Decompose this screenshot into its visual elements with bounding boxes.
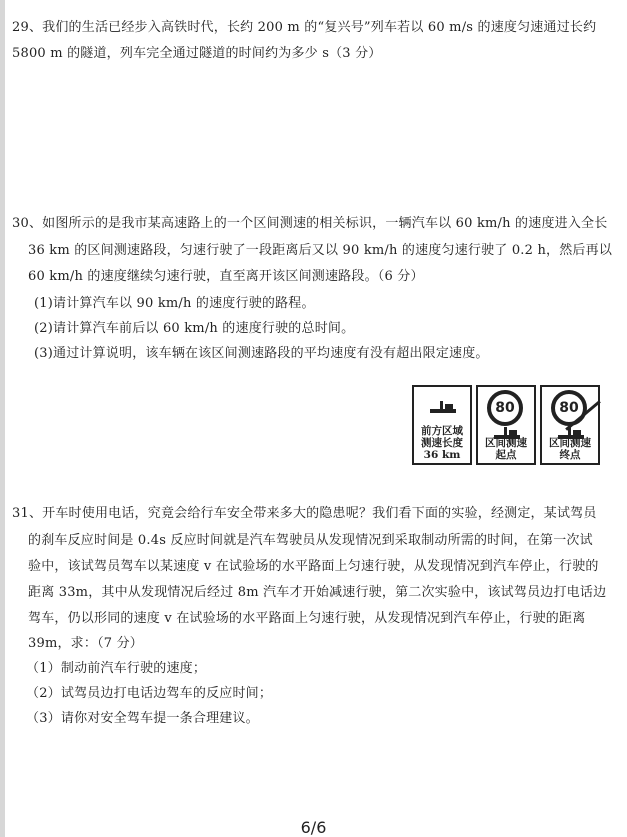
- q31-line-3: 验中，该试驾员驾车以某速度 v 在试验场的水平路面上匀速行驶，从发现情况到汽车停止，行驶的: [28, 559, 599, 574]
- page-number: 6/6: [300, 818, 327, 837]
- q30-line-1: 30、如图所示的是我市某高速路上的一个区间测速的相关标识，一辆汽车以 60 km/h 的速度进入全长: [12, 216, 608, 231]
- q29-line-1: 29、我们的生活已经步入高铁时代，长约 200 m 的“复兴号”列车若以 60 m/s 的速度匀速通过长约: [12, 20, 597, 35]
- q30-line-2: 36 km 的区间测速路段，匀速行驶了一段距离后又以 90 km/h 的速度匀速行驶了 0.2 h，然后再以: [28, 243, 613, 258]
- speed-limit-value-end: 80: [559, 400, 579, 416]
- q31-line-5: 驾车，仍以形同的速度 v 在试验场的水平路面上匀速行驶，从发现情况到汽车停止，行驶的距离: [28, 611, 586, 626]
- sign-zone-length-text: 前方区域 测速长度 36 km: [421, 425, 463, 461]
- q31-sub-2: （2）试驾员边打电话边驾车的反应时间；: [26, 686, 273, 701]
- q29-line-2: 5800 m 的隧道，列车完全通过隧道的时间约为多少 s（3 分）: [12, 46, 382, 61]
- q30-sub-2: (2)请计算汽车前后以 60 km/h 的速度行驶的总时间。: [34, 321, 355, 336]
- sign-zone-end: [540, 385, 600, 465]
- q31-line-1: 31、开车时使用电话，究竟会给行车安全带来多大的隐患呢？我们看下面的实验，经测定，某试驾员: [12, 506, 597, 521]
- camera-icon: [428, 401, 458, 417]
- sign-zone-end-text: 区间测速 终点: [549, 437, 591, 461]
- q30-sub-1: (1)请计算汽车以 90 km/h 的速度行驶的路程。: [34, 296, 315, 311]
- speed-limit-value: 80: [495, 400, 515, 416]
- sign-zone-start-text: 区间测速 起点: [485, 437, 527, 461]
- q30-line-3: 60 km/h 的速度继续匀速行驶，直至离开该区间测速路段。（6 分）: [28, 269, 424, 284]
- q31-sub-1: （1）制动前汽车行驶的速度；: [26, 661, 207, 676]
- q31-line-4: 距离 33m，其中从发现情况后经过 8m 汽车才开始减速行驶，第二次实验中，该试驾员边打电话边: [28, 585, 607, 600]
- sign-zone-start: [476, 385, 536, 465]
- scan-left-edge: [0, 0, 5, 837]
- sign-zone-length: [412, 385, 472, 465]
- speed-signs-figure: [412, 385, 600, 467]
- speed-limit-circle: [487, 390, 523, 426]
- q31-line-6: 39m，求：（7 分）: [28, 636, 143, 651]
- q31-sub-3: （3）请你对安全驾车提一条合理建议。: [26, 711, 259, 726]
- speed-limit-circle-end: [551, 390, 587, 426]
- q31-line-2: 的刹车反应时间是 0.4s 反应时间就是汽车驾驶员从发现情况到采取制动所需的时间，在第一次试: [28, 533, 593, 548]
- q30-sub-3: (3)通过计算说明，该车辆在该区间测速路段的平均速度有没有超出限定速度。: [34, 346, 489, 361]
